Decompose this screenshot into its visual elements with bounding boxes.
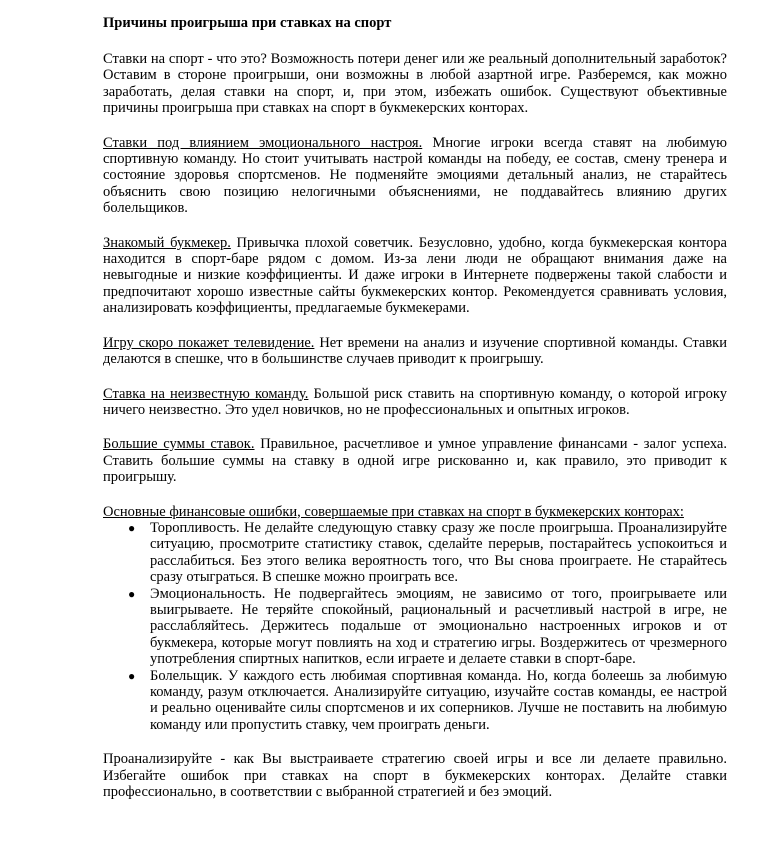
section-text: Привычка плохой советчик. Безусловно, удобно, когда букмекерская контора находится в спорт-баре рядом с домом. Из-за лени люди не обращают внимания даже на невыгодные и низкие коэффициенты. И даже игроки в Интернете подвержены такой слабости и предпочитают хорошо известные сайты букмекерских контор. Рекомендуется сравнивать условия, анализировать коэффициенты, предлагаемые букмекерами. — [103, 234, 727, 317]
section-heading: Знакомый букмекер. — [103, 234, 231, 251]
intro-paragraph: Ставки на спорт - что это? Возможность потери денег или же реальный дополнительный заработок? Оставим в стороне проигрыши, они возможны в любой азартной игре. Разберемся, как можно заработать, делая ставки на спорт, и, при этом, избежать ошибок. Существуют объективные причины проигрыша при ставках на спорт в букмекерских конторах. — [103, 51, 727, 117]
list-item — [128, 585, 727, 668]
section-text: Правильное, расчетливое и умное управление финансами - залог успеха. Ставить большие суммы на ставку в одной игре рискованно и, как правило, это приводит к проигрышу. — [103, 436, 727, 486]
bullet-icon: ● — [128, 668, 136, 683]
list-title: Основные финансовые ошибки, совершаемые при ставках на спорт в букмекерских конторах: — [103, 503, 684, 520]
section-emotional — [103, 135, 727, 217]
bullet-icon: ● — [128, 586, 136, 601]
section-large-sums — [103, 436, 727, 485]
mistakes-list — [103, 520, 727, 733]
section-text: Большой риск ставить на спортивную команду, о которой игроку ничего неизвестно. Это удел новичков, но не профессиональных и опытных игроков. — [103, 385, 728, 418]
document-title: Причины проигрыша при ставках на спорт — [103, 15, 392, 31]
section-text: Нет времени на анализ и изучение спортивной команды. Ставки делаются в спешке, что в большинстве случаев приводит к проигрышу. — [103, 334, 727, 368]
section-text: Многие игроки всегда ставят на любимую спортивную команду. Но стоит учитывать настрой команды на победу, ее состав, смену тренера и состояние здоровья спортсменов. Не подменяйте эмоциями детальный анализ, не старайтесь объяснить свою позицию нелогичными объяснениями, не поддавайтесь влиянию других болельщиков. — [103, 134, 727, 217]
bullet-icon: ● — [128, 520, 136, 535]
section-tv — [103, 335, 727, 368]
list-item — [128, 667, 727, 734]
list-item-text: Торопливость. Не делайте следующую ставку сразу же после проигрыша. Проанализируйте ситуацию, просмотрите статистику ставок, сделайте перерыв, постарайтесь успокоиться и расслабиться. Без этого велика вероятность того, что Вы снова проиграете. Не старайтесь сразу отыграться. В спешке можно проиграть все. — [150, 519, 727, 586]
document-page — [103, 15, 727, 818]
section-unknown-team — [103, 386, 727, 419]
section-heading: Ставки под влиянием эмоционального настроя. — [103, 134, 423, 151]
conclusion-paragraph: Проанализируйте - как Вы выстраиваете стратегию своей игры и все ли делаете правильно. Избегайте ошибок при ставках на спорт в букмекерских конторах. Делайте ставки профессионально, в соответствии с выбранной стратегией и без эмоций. — [103, 751, 727, 801]
section-heading: Игру скоро покажет телевидение. — [103, 334, 315, 351]
section-familiar-bookmaker — [103, 235, 727, 317]
list-item-text: Болельщик. У каждого есть любимая спортивная команда. Но, когда болеешь за любимую команду, разум отключается. Анализируйте ситуацию, изучайте состав команды, ее настрой и реально оценивайте силы спортсменов и их соперников. Лучше не поставить на любимую команду или пропустить ставку, чем проиграть деньги. — [150, 667, 727, 733]
section-heading: Ставка на неизвестную команду. — [103, 385, 309, 402]
list-item — [128, 519, 727, 586]
list-item-text: Эмоциональность. Не подвергайтесь эмоциям, не зависимо от того, проигрываете или выигрываете. Не теряйте спокойный, рациональный и расчетливый настрой в игре, не расслабляйтесь. Держитесь подальше от эмоционально настроенных игроков и от букмекера, которые могут повлиять на ход и стратегию игры. Воздержитесь от чрезмерного употребления спиртных напитков, если играете и делаете ставки в спорт-баре. — [150, 585, 727, 668]
section-heading: Большие суммы ставок. — [103, 436, 255, 453]
